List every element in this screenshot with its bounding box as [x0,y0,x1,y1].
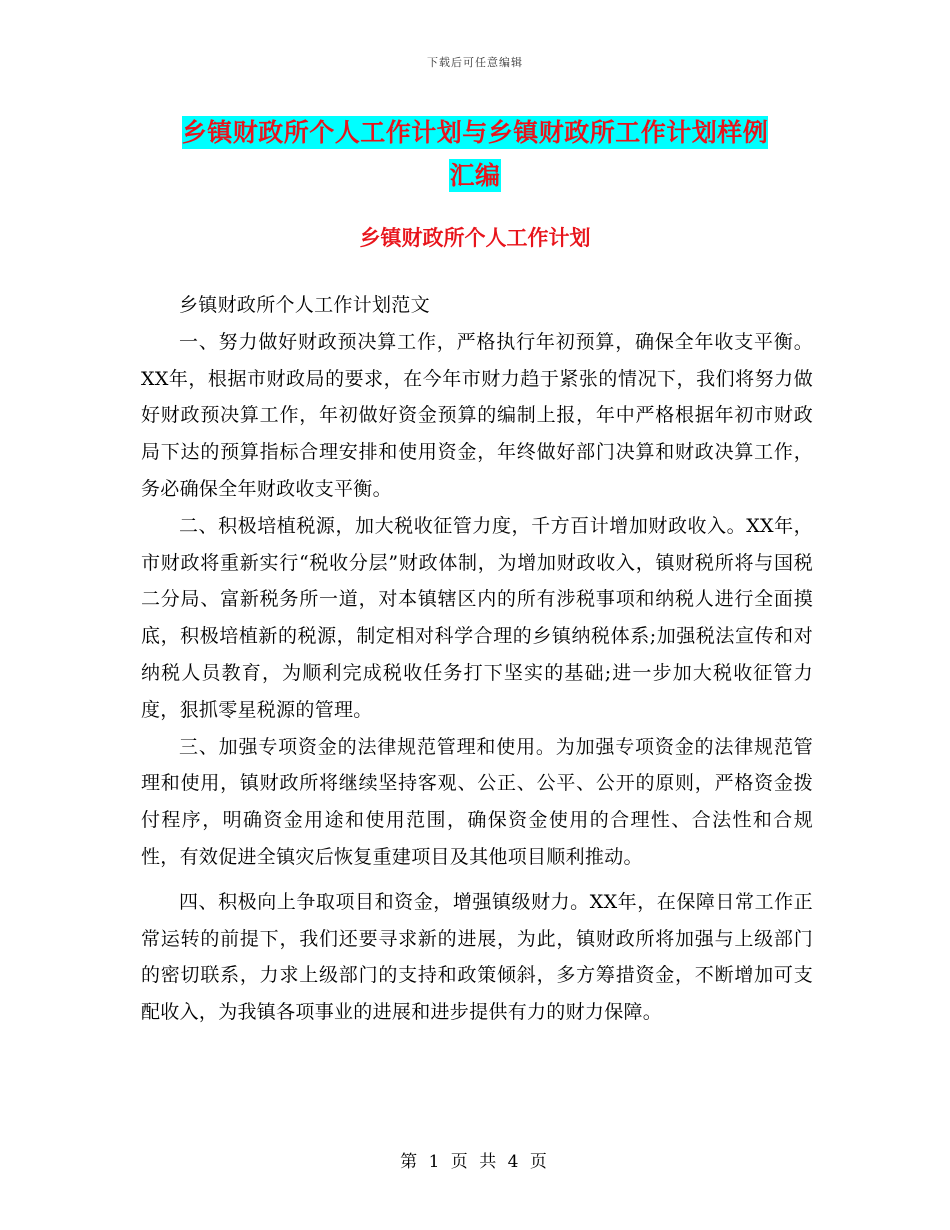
document-title-line-1 [0,113,950,149]
paragraph-1: 一、努力做好财政预决算工作，严格执行年初预算，确保全年收支平衡。XX年，根据市财政局的要求，在今年市财力趋于紧张的情况下，我们将努力做好财政预决算工作，年初做好资金预算的编制上报，年中严格根据年初市财政局下达的预算指标合理安排和使用资金，年终做好部门决算和财政决算工作，务必确保全年财政收支平衡。 [141,330,813,500]
document-title-line-2 [0,156,950,192]
document-body [141,287,813,1031]
paragraph-subtitle: 乡镇财政所个人工作计划范文 [179,294,430,316]
section-title: 乡镇财政所个人工作计划 [359,226,591,250]
document-title-text-2: 汇编 [449,161,501,190]
paragraph-4: 四、积极向上争取项目和资金，增强镇级财力。XX年，在保障日常工作正常运转的前提下，我们还要寻求新的进展，为此，镇财政所将加强与上级部门的密切联系，力求上级部门的支持和政策倾斜，多方筹措资金，不断增加可支配收入，为我镇各项事业的进展和进步提供有力的财力保障。 [141,890,813,1024]
document-title-text-1: 乡镇财政所个人工作计划与乡镇财政所工作计划样例 [181,118,769,147]
paragraph-2: 二、积极培植税源，加大税收征管力度，千方百计增加财政收入。XX年，市财政将重新实行“税收分层”财政体制，为增加财政收入，镇财税所将与国税二分局、富新税务所一道，对本镇辖区内的所有涉税事项和纳税人进行全面摸底，积极培植新的税源，制定相对科学合理的乡镇纳税体系;加强税法宣传和对纳税人员教育，为顺利完成税收任务打下坚实的基础;进一步加大税收征管力度，狠抓零星税源的管理。 [141,514,813,721]
page-header-note: 下载后可任意编辑 [427,56,523,69]
page-footer-indicator: 第 1 页 共 4 页 [400,1152,550,1172]
paragraph-3: 三、加强专项资金的法律规范管理和使用。为加强专项资金的法律规范管理和使用，镇财政所将继续坚持客观、公正、公平、公开的原则，严格资金拨付程序，明确资金用途和使用范围，确保资金使用的合理性、合法性和合规性，有效促进全镇灾后恢复重建项目及其他项目顺利推动。 [141,735,813,868]
